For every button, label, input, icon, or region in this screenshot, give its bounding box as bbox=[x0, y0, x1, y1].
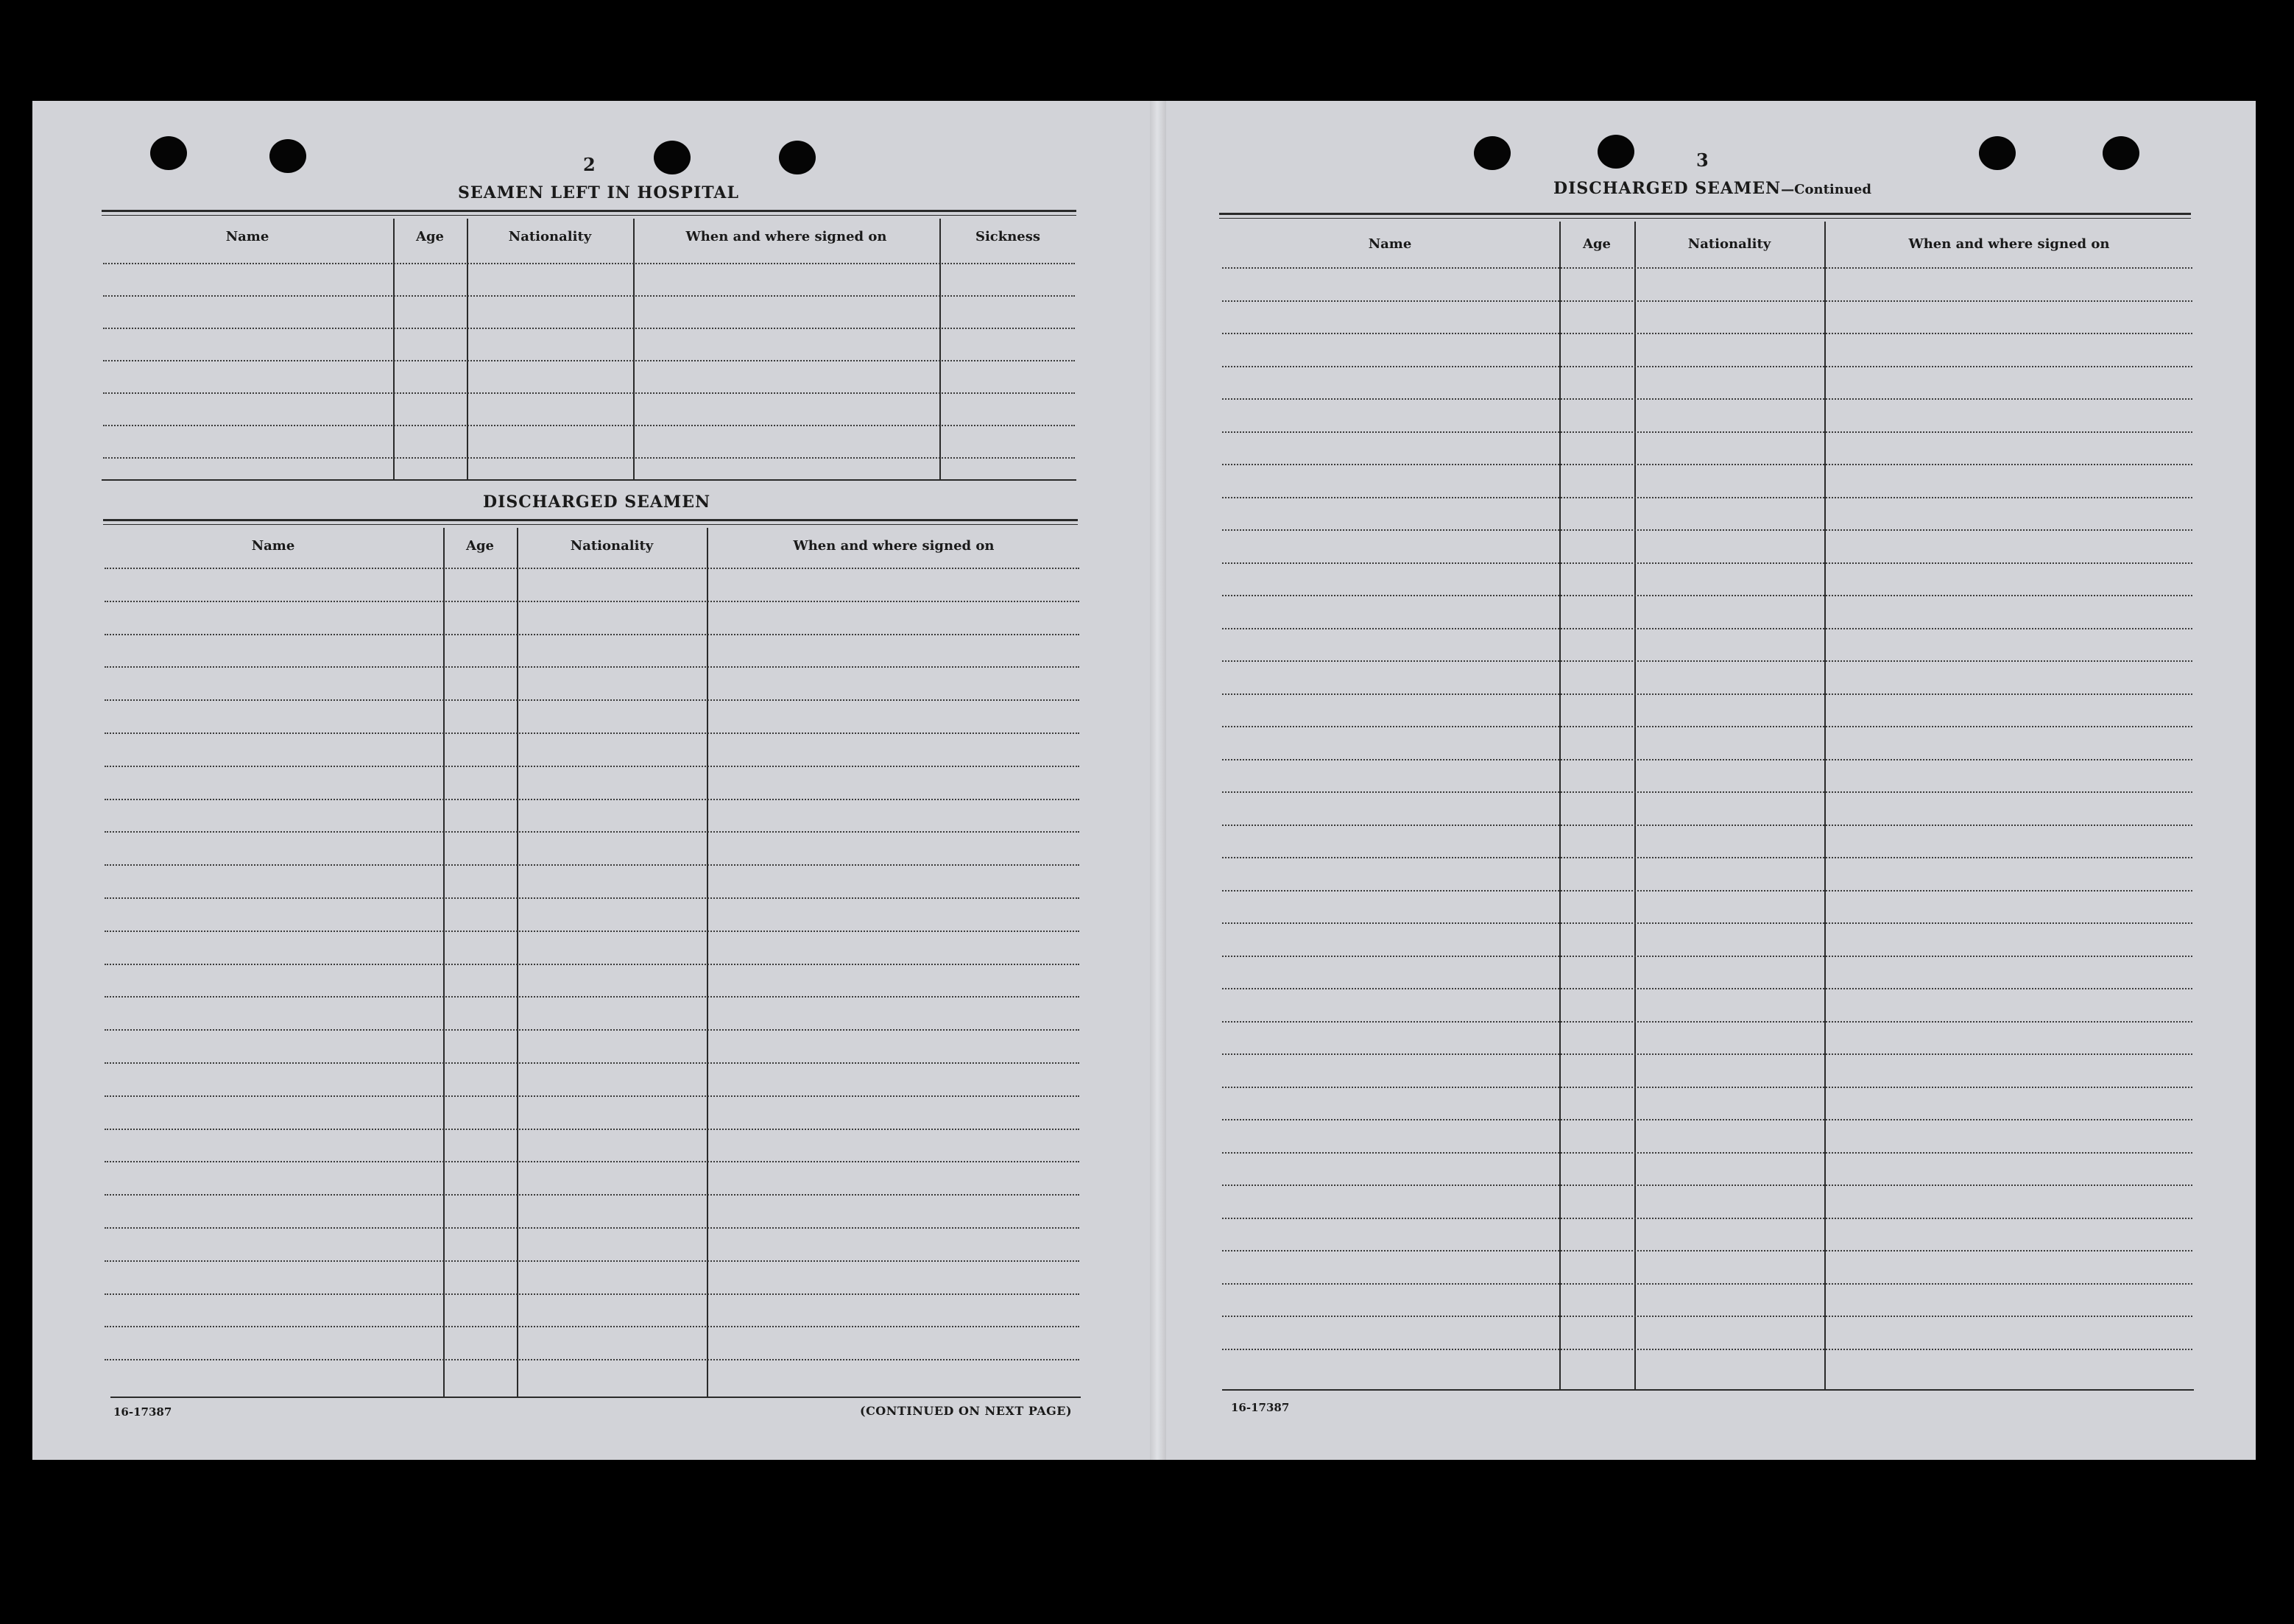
column-divider bbox=[707, 528, 708, 1397]
entry-line bbox=[105, 1161, 1079, 1162]
column-header: Name bbox=[251, 538, 295, 554]
double-rule bbox=[103, 519, 1078, 525]
column-header: When and where signed on bbox=[793, 538, 995, 554]
entry-line bbox=[1222, 1185, 2192, 1186]
column-header: Nationality bbox=[570, 538, 654, 554]
entry-line bbox=[103, 360, 1075, 361]
entry-line bbox=[103, 457, 1075, 459]
entry-line bbox=[105, 831, 1079, 833]
entry-line bbox=[1222, 628, 2192, 629]
form-number-left: 16-17387 bbox=[113, 1405, 172, 1419]
column-divider bbox=[517, 528, 518, 1397]
punch-hole bbox=[1474, 136, 1511, 170]
column-divider bbox=[633, 219, 635, 479]
section-rule bbox=[102, 479, 1076, 481]
column-header: Name bbox=[225, 229, 269, 244]
column-header: Nationality bbox=[508, 229, 592, 244]
column-signed-on bbox=[1824, 222, 2194, 1389]
entry-line bbox=[105, 964, 1079, 965]
double-rule bbox=[1219, 213, 2191, 219]
form-number-right: 16-17387 bbox=[1231, 1401, 1290, 1414]
entry-line bbox=[105, 1095, 1079, 1097]
entry-line bbox=[1222, 366, 2192, 367]
column-divider bbox=[467, 219, 468, 479]
entry-line bbox=[1222, 431, 2192, 433]
entry-line bbox=[1222, 595, 2192, 596]
entry-line bbox=[1222, 1250, 2192, 1251]
entry-line bbox=[105, 699, 1079, 701]
column-divider bbox=[1824, 222, 1826, 1389]
column-nationality bbox=[517, 528, 707, 1397]
discharged-heading-right bbox=[1553, 179, 1871, 198]
continued-note: (CONTINUED ON NEXT PAGE) bbox=[860, 1404, 1073, 1418]
column-signed-on bbox=[707, 528, 1081, 1397]
column-header: Age bbox=[415, 229, 444, 244]
punch-hole bbox=[269, 139, 306, 173]
entry-line bbox=[1222, 660, 2192, 662]
column-header: Sickness bbox=[975, 229, 1041, 244]
entry-line bbox=[103, 263, 1075, 264]
entry-line bbox=[1222, 857, 2192, 858]
entry-line bbox=[103, 425, 1075, 426]
entry-line bbox=[105, 1326, 1079, 1327]
column-divider bbox=[443, 528, 445, 1397]
entry-line bbox=[105, 568, 1079, 569]
entry-line bbox=[1222, 1152, 2192, 1154]
entry-line bbox=[105, 1260, 1079, 1262]
entry-line bbox=[1222, 759, 2192, 760]
entry-line bbox=[105, 1062, 1079, 1064]
punch-hole bbox=[1979, 136, 2016, 170]
entry-line bbox=[105, 864, 1079, 866]
entry-line bbox=[1222, 497, 2192, 498]
column-nationality bbox=[467, 219, 633, 479]
entry-line bbox=[1222, 333, 2192, 334]
entry-line bbox=[1222, 529, 2192, 531]
entry-line bbox=[1222, 464, 2192, 465]
column-header: Age bbox=[1582, 236, 1611, 252]
column-signed-on bbox=[633, 219, 939, 479]
entry-line bbox=[1222, 1349, 2192, 1350]
page-number-right: 3 bbox=[1696, 149, 1709, 171]
page-number-left: 2 bbox=[583, 154, 596, 175]
column-age bbox=[1559, 222, 1634, 1389]
entry-line bbox=[1222, 988, 2192, 989]
column-nationality bbox=[1634, 222, 1824, 1389]
entry-line bbox=[1222, 693, 2192, 695]
entry-line bbox=[1222, 562, 2192, 564]
entry-line bbox=[105, 799, 1079, 800]
entry-line bbox=[1222, 1021, 2192, 1023]
bottom-rule bbox=[1222, 1389, 2194, 1391]
entry-line bbox=[103, 328, 1075, 329]
entry-line bbox=[1222, 1119, 2192, 1120]
entry-line bbox=[105, 732, 1079, 734]
column-divider bbox=[1634, 222, 1636, 1389]
double-rule bbox=[102, 210, 1076, 216]
column-name bbox=[102, 219, 393, 479]
punch-hole bbox=[1598, 135, 1634, 169]
entry-line bbox=[1222, 267, 2192, 269]
hospital-table bbox=[102, 219, 1076, 479]
bottom-rule bbox=[110, 1397, 1081, 1398]
entry-line bbox=[105, 1029, 1079, 1031]
entry-line bbox=[103, 392, 1075, 394]
entry-line bbox=[105, 1129, 1079, 1130]
column-header: When and where signed on bbox=[1908, 236, 2110, 252]
column-name bbox=[1221, 222, 1559, 1389]
entry-line bbox=[1222, 398, 2192, 400]
entry-line bbox=[105, 1194, 1079, 1196]
entry-line bbox=[105, 1359, 1079, 1360]
column-sickness bbox=[939, 219, 1076, 479]
heading-text: DISCHARGED SEAMEN bbox=[1553, 179, 1782, 198]
discharged-heading-left: DISCHARGED SEAMEN bbox=[483, 493, 711, 512]
entry-line bbox=[1222, 726, 2192, 727]
column-divider bbox=[939, 219, 941, 479]
entry-line bbox=[1222, 1053, 2192, 1055]
column-name bbox=[103, 528, 443, 1397]
entry-line bbox=[103, 295, 1075, 297]
punch-hole bbox=[150, 136, 187, 170]
entry-line bbox=[1222, 1316, 2192, 1317]
entry-line bbox=[105, 634, 1079, 635]
entry-line bbox=[105, 766, 1079, 767]
column-age bbox=[393, 219, 467, 479]
column-divider bbox=[1559, 222, 1561, 1389]
heading-continued: —Continued bbox=[1781, 182, 1871, 197]
page-fold bbox=[1150, 101, 1166, 1460]
entry-line bbox=[1222, 300, 2192, 302]
column-age bbox=[443, 528, 517, 1397]
column-header: Age bbox=[465, 538, 494, 554]
entry-line bbox=[1222, 1087, 2192, 1088]
entry-line bbox=[105, 931, 1079, 932]
entry-line bbox=[105, 666, 1079, 668]
entry-line bbox=[105, 601, 1079, 602]
entry-line bbox=[1222, 890, 2192, 892]
entry-line bbox=[1222, 1218, 2192, 1219]
entry-line bbox=[105, 1293, 1079, 1295]
discharged-table-left bbox=[103, 528, 1081, 1397]
entry-line bbox=[105, 1227, 1079, 1229]
punch-hole bbox=[654, 141, 691, 174]
punch-hole bbox=[779, 141, 816, 174]
entry-line bbox=[105, 897, 1079, 899]
entry-line bbox=[1222, 1283, 2192, 1285]
column-header: Nationality bbox=[1687, 236, 1771, 252]
entry-line bbox=[1222, 825, 2192, 826]
entry-line bbox=[1222, 956, 2192, 957]
column-header: When and where signed on bbox=[685, 229, 887, 244]
discharged-table-right bbox=[1221, 222, 2194, 1389]
entry-line bbox=[1222, 922, 2192, 924]
column-divider bbox=[393, 219, 395, 479]
entry-line bbox=[105, 996, 1079, 998]
hospital-heading: SEAMEN LEFT IN HOSPITAL bbox=[458, 183, 739, 202]
column-header: Name bbox=[1368, 236, 1412, 252]
entry-line bbox=[1222, 791, 2192, 793]
ledger-sheet bbox=[32, 101, 2256, 1460]
punch-hole bbox=[2103, 136, 2139, 170]
